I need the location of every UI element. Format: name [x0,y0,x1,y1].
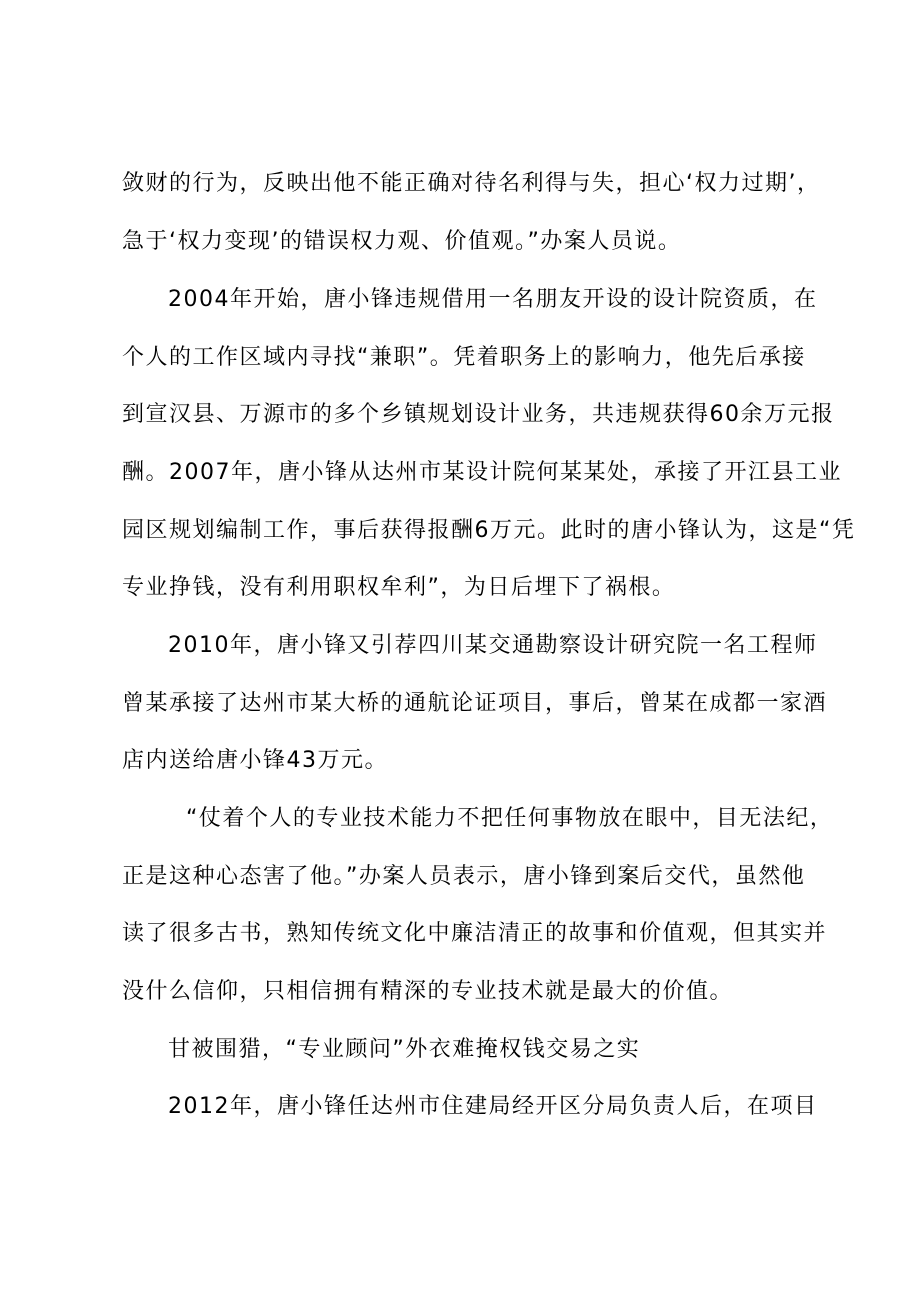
text-line-9: 2010年，唐小锋又引荐四川某交通勘察设计研究院一名工程师 [168,633,818,658]
text-line-17: 2012年，唐小锋任达州市住建局经开区分局负责人后，在项目 [168,1094,818,1119]
section-heading: 甘被围猎，“专业顾问”外衣难掩权钱交易之实 [168,1037,641,1062]
text-line-2: 急于‘权力变现’的错误权力观、价值观。”办案人员说。 [122,229,682,254]
text-line-13: 正是这种心态害了他。”办案人员表示，唐小锋到案后交代，虽然他 [122,864,806,889]
text-line-10: 曾某承接了达州市某大桥的通航论证项目，事后，曾某在成都一家酒 [122,691,828,716]
text-line-3: 2004年开始，唐小锋违规借用一名朋友开设的设计院资质，在 [168,287,818,312]
text-line-7: 园区规划编制工作，事后获得报酬6万元。此时的唐小锋认为，这是“凭 [122,518,856,543]
text-line-14: 读了很多古书，熟知传统文化中廉洁清正的故事和价值观，但其实并 [122,921,828,946]
text-line-1: 敛财的行为，反映出他不能正确对待名利得与失，担心‘权力过期’， [122,171,821,196]
text-line-15: 没什么信仰，只相信拥有精深的专业技术就是最大的价值。 [122,979,734,1004]
text-line-5: 到宣汉县、万源市的多个乡镇规划设计业务，共违规获得60余万元报 [122,402,835,427]
text-line-11: 店内送给唐小锋43万元。 [122,748,388,773]
text-line-8: 专业挣钱，没有利用职权牟利”，为日后埋下了祸根。 [122,575,676,600]
text-line-6: 酬。2007年，唐小锋从达州市某设计院何某某处，承接了开江县工业 [122,460,842,485]
text-line-12: “仗着个人的专业技术能力不把任何事物放在眼中，目无法纪， [186,806,834,831]
text-line-4: 个人的工作区域内寻找“兼职”。凭着职务上的影响力，他先后承接 [122,345,806,370]
